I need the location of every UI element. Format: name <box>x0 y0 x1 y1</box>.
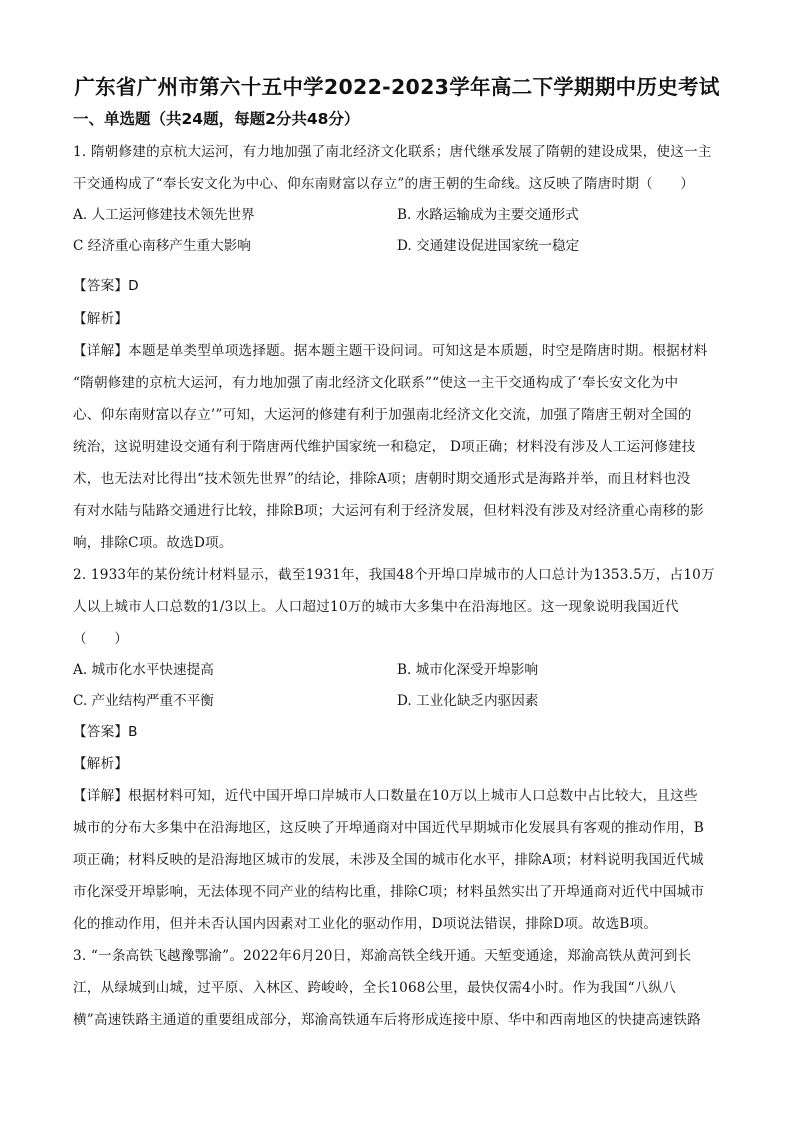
question-2-line-1: 2. 1933年的某份统计材料显示，截至1931年，我国48个开埠口岸城市的人口总计为1353.5万，占10万 <box>73 567 715 583</box>
q1-explanation-line: 术，也无法对比得出“技术领先世界”的结论，排除A项；唐朝时期交通形式是海路并举，而且材料也没 <box>73 471 691 487</box>
q2-option-a: A. 城市化水平快速提高 <box>73 662 214 678</box>
question-3-line-1: 3. “一条高铁飞越豫鄂渝”。2022年6月20日，郑渝高铁全线开通。天堑变通途，郑渝高铁从黄河到长 <box>73 948 692 964</box>
q2-explanation-line: 项正确；材料反映的是沿海地区城市的发展，未涉及全国的城市化水平，排除A项；材料说明我国近代城 <box>73 852 704 868</box>
q2-explanation-line: 化的推动作用，但并未否认国内因素对工业化的驱动作用，D项说法错误，排除D项。故选B项。 <box>73 916 658 932</box>
q2-option-c: C. 产业结构严重不平衡 <box>73 693 214 709</box>
q1-option-b: B. 水路运输成为主要交通形式 <box>397 207 579 223</box>
q1-option-a: A. 人工运河修建技术领先世界 <box>73 207 255 223</box>
q2-option-b: B. 城市化深受开埠影响 <box>397 662 538 678</box>
q1-explanation-line: 心、仰东南财富以存立’”可知，大运河的修建有利于加强南北经济文化交流，加强了隋唐王朝对全国的 <box>73 407 692 423</box>
q2-option-d: D. 工业化缺乏内驱因素 <box>397 693 539 709</box>
question-3-line-2: 江，从绿城到山城，过平原、入林区、跨峻岭，全长1068公里，最快仅需4小时。作为我国“八纵八 <box>73 980 677 996</box>
q1-option-d: D. 交通建设促进国家统一稳定 <box>397 238 580 254</box>
q1-explanation-line: 有对水陆与陆路交通进行比较，排除B项；大运河有利于经济发展，但材料没有涉及对经济重心南移的影 <box>73 503 704 519</box>
question-3-line-3: 横”高速铁路主通道的重要组成部分，郑渝高铁通车后将形成连接中原、华中和西南地区的快捷高速铁路 <box>73 1012 701 1028</box>
q2-analysis-label: 【解析】 <box>73 756 129 772</box>
question-2-line-2: 人以上城市人口总数的1/3以上。人口超过10万的城市大多集中在沿海地区。这一现象说明我国近代 <box>73 599 679 615</box>
question-1-line-1: 1. 隋朝修建的京杭大运河，有力地加强了南北经济文化联系；唐代继承发展了隋朝的建设成果，使这一主 <box>73 144 712 160</box>
question-1-line-2: 干交通构成了“奉长安文化为中心、仰东南财富以存立”的唐王朝的生命线。这反映了隋唐时期（ ） <box>73 176 695 192</box>
q1-explanation-line: 【详解】本题是单类型单项选择题。据本题主题干设问词。可知这是本质题，时空是隋唐时期。根据材料 <box>73 343 708 359</box>
q1-explanation-line: 响，排除C项。故选D项。 <box>73 535 233 551</box>
exam-title: 广东省广州市第六十五中学2022-2023学年高二下学期期中历史考试 <box>74 75 720 99</box>
q1-explanation-line: 统治，这说明建设交通有利于隋唐两代维护国家统一和稳定， D项正确；材料没有涉及人工运河修建技 <box>73 439 696 455</box>
q2-answer: 【答案】B <box>73 724 138 740</box>
q1-answer: 【答案】D <box>73 278 139 294</box>
q1-option-c: C 经济重心南移产生重大影响 <box>73 238 251 254</box>
q1-explanation-line: “隋朝修建的京杭大运河，有力地加强了南北经济文化联系”“使这一主干交通构成了‘奉长安文化为中 <box>73 375 679 391</box>
q2-explanation-line: 城市的分布大多集中在沿海地区，这反映了开埠通商对中国近代早期城市化发展具有客观的推动作用，B <box>73 820 704 836</box>
q1-analysis-label: 【解析】 <box>73 311 129 327</box>
section-heading: 一、单选题（共24题，每题2分共48分） <box>73 110 360 128</box>
question-2-line-3: （ ） <box>73 631 129 647</box>
q2-explanation-line: 市化深受开埠影响，无法体现不同产业的结构比重，排除C项；材料虽然实出了开埠通商对近代中国城市 <box>73 884 705 900</box>
q2-explanation-line: 【详解】根据材料可知，近代中国开埠口岸城市人口数量在10万以上城市人口总数中占比较大，且这些 <box>73 788 698 804</box>
